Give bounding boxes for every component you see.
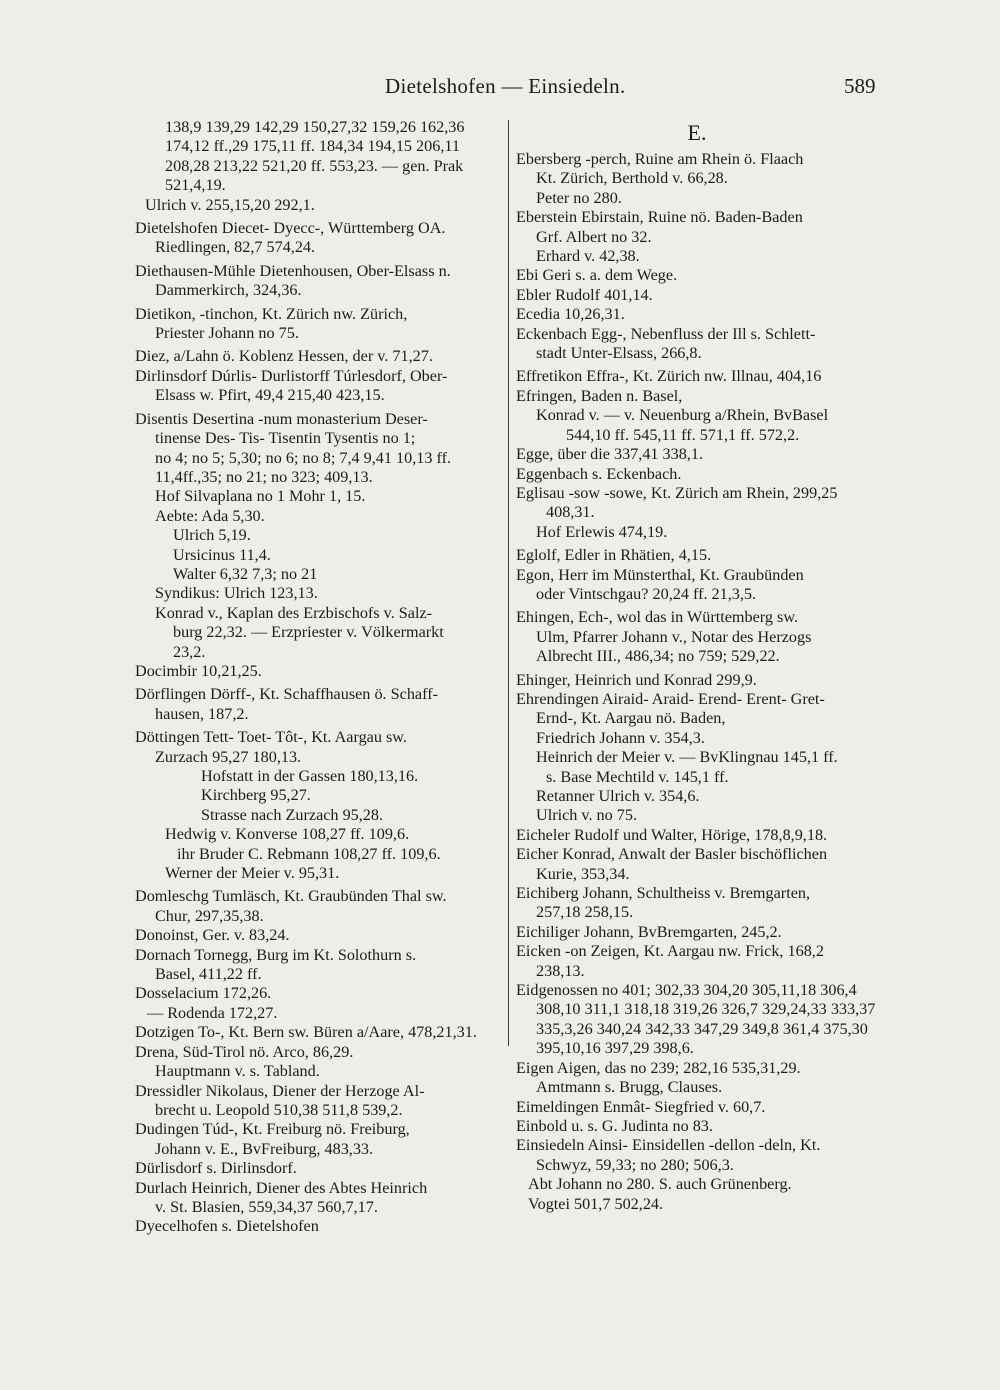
- index-line: 544,10 ff. 545,11 ff. 571,1 ff. 572,2.: [566, 425, 800, 444]
- index-column-right: [516, 118, 878, 1214]
- index-line: Eggenbach s. Eckenbach.: [516, 464, 682, 483]
- index-line: tinense Des- Tis- Tisentin Tysentis no 1;: [155, 429, 416, 448]
- index-line: Diethausen-Mühle Dietenhousen, Ober-Elsass n.: [135, 261, 451, 280]
- index-line: Abt Johann no 280. S. auch Grünenberg.: [528, 1175, 792, 1194]
- index-line: Durlach Heinrich, Diener des Abtes Heinrich: [135, 1178, 428, 1197]
- index-line: Ehingen, Ech-, wol das in Württemberg sw.: [516, 608, 799, 627]
- index-line: Efringen, Baden n. Basel,: [516, 386, 683, 405]
- index-line: Dammerkirch, 324,36.: [155, 281, 302, 300]
- index-line: Eckenbach Egg-, Nebenfluss der Ill s. Schlett-: [516, 324, 816, 343]
- index-line: — Rodenda 172,27.: [147, 1003, 278, 1022]
- index-line: Strasse nach Zurzach 95,28.: [201, 805, 384, 824]
- index-line: burg 22,32. — Erzpriester v. Völkermarkt: [173, 623, 444, 642]
- index-line: Egon, Herr im Münsterthal, Kt. Graubünden: [516, 565, 804, 584]
- index-line: Konrad v., Kaplan des Erzbischofs v. Salz-: [155, 603, 433, 622]
- index-line: Werner der Meier v. 95,31.: [165, 864, 340, 883]
- index-line: Hof Erlewis 474,19.: [536, 522, 668, 541]
- index-line: Dirlinsdorf Dúrlis- Durlistorff Túrlesdorf, Ober-: [135, 366, 448, 385]
- index-line: Kt. Zürich, Berthold v. 66,28.: [536, 169, 728, 188]
- index-line: 23,2.: [173, 642, 206, 661]
- index-line: Diez, a/Lahn ö. Koblenz Hessen, der v. 71,27.: [135, 347, 433, 366]
- index-line: Johann v. E., BvFreiburg, 483,33.: [155, 1139, 374, 1158]
- index-line: s. Base Mechtild v. 145,1 ff.: [546, 767, 729, 786]
- index-line: Ernd-, Kt. Aargau nö. Baden,: [536, 709, 726, 728]
- index-line: Retanner Ulrich v. 354,6.: [536, 787, 700, 805]
- index-line: Ulrich v. 255,15,20 292,1.: [145, 195, 315, 214]
- index-line: Konrad v. — v. Neuenburg a/Rhein, BvBasel: [536, 406, 829, 425]
- index-line: Schwyz, 59,33; no 280; 506,3.: [536, 1155, 734, 1174]
- index-line: Erhard v. 42,38.: [536, 247, 640, 266]
- index-line: Eicheler Rudolf und Walter, Hörige, 178,8,9,18.: [516, 825, 828, 844]
- index-line: Donoinst, Ger. v. 83,24.: [135, 926, 290, 945]
- index-line: stadt Unter-Elsass, 266,8.: [536, 344, 702, 363]
- index-line: Aebte: Ada 5,30.: [155, 506, 265, 525]
- index-line: Eberstein Ebirstain, Ruine nö. Baden-Baden: [516, 208, 803, 227]
- index-line: v. St. Blasien, 559,34,37 560,7,17.: [155, 1197, 378, 1216]
- index-line: Hofstatt in der Gassen 180,13,16.: [201, 767, 419, 785]
- index-line: 208,28 213,22 521,20 ff. 553,23. — gen. Prak: [165, 156, 464, 175]
- index-line: Eimeldingen Enmât- Siegfried v. 60,7.: [516, 1097, 766, 1116]
- index-line: Vogtei 501,7 502,24.: [528, 1194, 664, 1213]
- index-line: 395,10,16 397,29 398,6.: [536, 1039, 694, 1058]
- index-line: Dudingen Túd-, Kt. Freiburg nö. Freiburg,: [135, 1120, 410, 1139]
- index-line: Syndikus: Ulrich 123,13.: [155, 584, 318, 603]
- index-line: Kirchberg 95,27.: [201, 786, 311, 805]
- index-line: 408,31.: [546, 503, 595, 522]
- index-line: Hedwig v. Konverse 108,27 ff. 109,6.: [165, 825, 410, 844]
- index-line: Eigen Aigen, das no 239; 282,16 535,31,29.: [516, 1058, 801, 1077]
- index-line: brecht u. Leopold 510,38 511,8 539,2.: [155, 1100, 403, 1119]
- index-line: Eichiliger Johann, BvBremgarten, 245,2.: [516, 922, 782, 941]
- index-line: Basel, 411,22 ff.: [155, 965, 262, 984]
- index-line: Priester Johann no 75.: [155, 324, 299, 343]
- index-line: Egge, über die 337,41 338,1.: [516, 445, 704, 464]
- index-line: Domleschg Tumläsch, Kt. Graubünden Thal sw.: [135, 887, 447, 906]
- index-line: Einsiedeln Ainsi- Einsidellen -dellon -deln, Kt.: [516, 1136, 821, 1155]
- index-line: Ulm, Pfarrer Johann v., Notar des Herzogs: [536, 627, 812, 646]
- index-line: Albrecht III., 486,34; no 759; 529,22.: [536, 647, 780, 666]
- index-line: oder Vintschgau? 20,24 ff. 21,3,5.: [536, 584, 757, 603]
- index-line: Ebler Rudolf 401,14.: [516, 285, 653, 304]
- index-line: Ehrendingen Airaid- Araid- Erend- Erent- Gret-: [516, 689, 825, 708]
- index-line: Drena, Süd-Tirol nö. Arco, 86,29.: [135, 1042, 354, 1061]
- index-line: Döttingen Tett- Toet- Tôt-, Kt. Aargau sw.: [135, 728, 407, 747]
- page-header: [0, 74, 1000, 104]
- index-line: Eglisau -sow -sowe, Kt. Zürich am Rhein, 299,25: [516, 483, 838, 502]
- index-line: 174,12 ff.,29 175,11 ff. 184,34 194,15 206,11: [165, 137, 460, 156]
- page-number: 589: [844, 74, 876, 98]
- index-line: Ebersberg -perch, Ruine am Rhein ö. Flaach: [516, 150, 804, 168]
- section-letter: E.: [687, 120, 707, 145]
- index-line: 335,3,26 340,24 342,33 347,29 349,8 361,4 375,30: [536, 1019, 868, 1038]
- index-line: Einbold u. s. G. Judinta no 83.: [516, 1116, 713, 1135]
- index-line: Ulrich v. no 75.: [536, 806, 638, 825]
- index-line: 257,18 258,15.: [536, 903, 634, 922]
- index-line: Dressidler Nikolaus, Diener der Herzoge Al-: [135, 1081, 425, 1100]
- index-line: Grf. Albert no 32.: [536, 227, 652, 246]
- index-line: Ebi Geri s. a. dem Wege.: [516, 266, 678, 285]
- index-line: 521,4,19.: [165, 176, 226, 195]
- index-line: Zurzach 95,27 180,13.: [155, 747, 302, 766]
- index-line: Chur, 297,35,38.: [155, 906, 264, 925]
- index-line: Dietelshofen Diecet- Dyecc-, Württemberg OA.: [135, 219, 446, 238]
- index-line: Ursicinus 11,4.: [173, 545, 271, 564]
- index-line: Riedlingen, 82,7 574,24.: [155, 238, 316, 257]
- index-line: Dosselacium 172,26.: [135, 984, 272, 1003]
- index-line: ihr Bruder C. Rebmann 108,27 ff. 109,6.: [177, 844, 441, 863]
- index-line: Eichiberg Johann, Schultheiss v. Bremgarten,: [516, 884, 811, 903]
- index-line: Dornach Tornegg, Burg im Kt. Solothurn s.: [135, 945, 417, 964]
- index-line: Dyecelhofen s. Dietelshofen: [135, 1217, 319, 1236]
- index-line: Hauptmann v. s. Tabland.: [155, 1062, 320, 1081]
- index-line: Ulrich 5,19.: [173, 526, 251, 545]
- index-line: Dietikon, -tinchon, Kt. Zürich nw. Zürich,: [135, 304, 408, 323]
- index-line: Ehinger, Heinrich und Konrad 299,9.: [516, 670, 757, 689]
- index-line: Kurie, 353,34.: [536, 864, 630, 883]
- index-line: Elsass w. Pfirt, 49,4 215,40 423,15.: [155, 386, 385, 405]
- index-line: Friedrich Johann v. 354,3.: [536, 728, 705, 747]
- index-line: no 4; no 5; 5,30; no 6; no 8; 7,4 9,41 10,13 ff.: [155, 448, 452, 467]
- column-divider: [508, 120, 509, 1046]
- index-line: Peter no 280.: [536, 188, 622, 207]
- index-line: 138,9 139,29 142,29 150,27,32 159,26 162,36: [165, 118, 465, 136]
- index-line: Eicken -on Zeigen, Kt. Aargau nw. Frick, 168,2: [516, 942, 824, 961]
- index-line: Dürlisdorf s. Dirlinsdorf.: [135, 1159, 297, 1178]
- running-title: Dietelshofen — Einsiedeln.: [385, 74, 626, 98]
- index-line: 11,4ff.,35; no 21; no 323; 409,13.: [155, 467, 373, 486]
- index-line: Effretikon Effra-, Kt. Zürich nw. Illnau, 404,16: [516, 367, 822, 386]
- index-line: Disentis Desertina -num monasterium Deser-: [135, 409, 428, 428]
- index-column-left: [135, 118, 495, 1237]
- index-line: 238,13.: [536, 961, 585, 980]
- index-line: Amtmann s. Brugg, Clauses.: [536, 1078, 723, 1097]
- index-line: Hof Silvaplana no 1 Mohr 1, 15.: [155, 487, 366, 506]
- index-line: hausen, 187,2.: [155, 704, 249, 723]
- index-line: Ecedia 10,26,31.: [516, 305, 625, 324]
- index-line: Eicher Konrad, Anwalt der Basler bischöflichen: [516, 845, 828, 864]
- index-line: Heinrich der Meier v. — BvKlingnau 145,1 ff.: [536, 748, 838, 767]
- index-line: 308,10 311,1 318,18 319,26 326,7 329,24,33 333,37: [536, 1000, 876, 1019]
- index-line: Eidgenossen no 401; 302,33 304,20 305,11,18 306,4: [516, 981, 857, 1000]
- index-line: Dotzigen To-, Kt. Bern sw. Büren a/Aare, 478,21,31.: [135, 1023, 477, 1042]
- index-line: Walter 6,32 7,3; no 21: [173, 564, 318, 583]
- index-line: Docimbir 10,21,25.: [135, 661, 262, 680]
- index-line: Eglolf, Edler in Rhätien, 4,15.: [516, 546, 712, 565]
- index-line: Dörflingen Dörff-, Kt. Schaffhausen ö. Schaff-: [135, 685, 438, 704]
